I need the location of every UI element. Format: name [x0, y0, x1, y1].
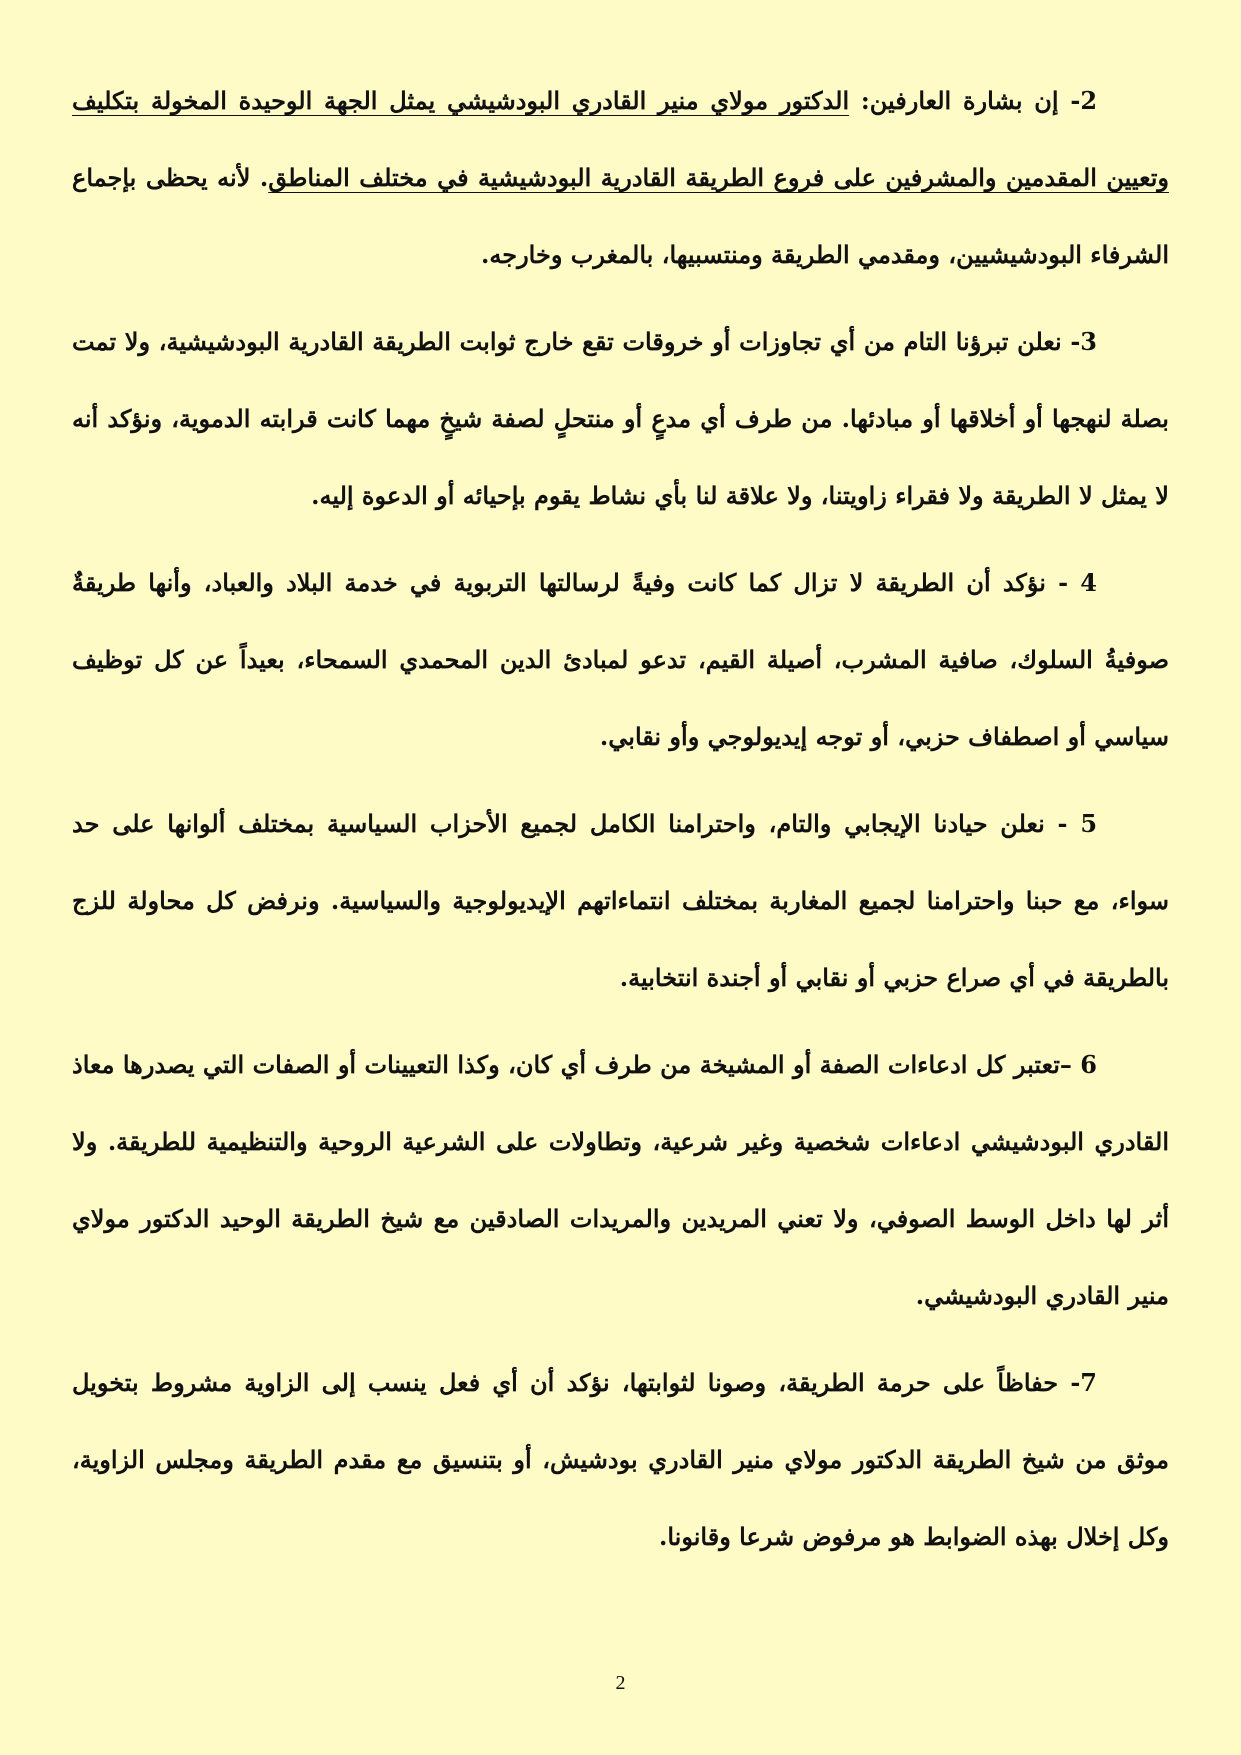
paragraph-2 — [72, 62, 1169, 293]
paragraph-5: 5 - نعلن حيادنا الإيجابي والتام، واحترامنا الكامل لجميع الأحزاب السياسية بمختلف ألوانها على حد سواء، مع حبنا واحترامنا لجميع المغاربة بمختلف انتماءاتهم الإيديولوجية والسياسية. ونرفض كل محاولة للزج بالطريقة في أي صراع حزبي أو نقابي أو أجندة انتخابية. — [72, 809, 1170, 992]
page-number: 2 — [615, 1672, 626, 1694]
paragraph-2-rest: . لأنه يحظى بإجماع الشرفاء البودشيشيين، ومقدمي الطريقة ومنتسبيها، بالمغرب وخارجه. — [72, 163, 1169, 269]
paragraph-7: 7- حفاظاً على حرمة الطريقة، وصونا لثوابتها، نؤكد أن أي فعل ينسب إلى الزاوية مشروط بتخويل موثق من شيخ الطريقة الدكتور مولاي منير القادري بودشيش، أو بتنسيق مع مقدم الطريقة ومجلس الزاوية، وكل إخلال بهذه الضوابط هو مرفوض شرعا وقانونا. — [72, 1368, 1169, 1551]
paragraph-2-lead: 2- إن بشارة العارفين: — [849, 86, 1098, 115]
paragraph-4: 4 - نؤكد أن الطريقة لا تزال كما كانت وفيةً لرسالتها التربوية في خدمة البلاد والعباد، وأنها طريقةٌ صوفيةُ السلوك، صافية المشرب، أصيلة القيم، تدعو لمبادئ الدين المحمدي السمحاء، بعيداً عن كل توظيف سياسي أو اصطفاف حزبي، أو توجه إيديولوجي وأو نقابي. — [72, 568, 1169, 751]
paragraph-2-underlined-text: الدكتور مولاي منير القادري البودشيشي يمثل الجهة الوحيدة المخولة بتكليف وتعيين المقدمين والمشرفين على فروع الطريقة القادرية البودشيشية في مختلف المناطق — [72, 86, 1169, 192]
paragraph-6: 6 –تعتبر كل ادعاءات الصفة أو المشيخة من طرف أي كان، وكذا التعيينات أو الصفات التي يصدرها معاذ القادري البودشيشي ادعاءات شخصية وغير شرعية، وتطاولات على الشرعية الروحية والتنظيمية للطريقة. ولا أثر لها داخل الوسط الصوفي، ولا تعني المريدين والمريدات الصادقين مع شيخ الطريقة الوحيد الدكتور مولاي منير القادري البودشيشي. — [72, 1050, 1169, 1310]
paragraph-3: 3- نعلن تبرؤنا التام من أي تجاوزات أو خروقات تقع خارج ثوابت الطريقة القادرية البودشيشية، ولا تمت بصلة لنهجها أو أخلاقها أو مبادئها. من طرف أي مدعٍ أو منتحلٍ لصفة شيخٍ مهما كانت قرابته الدموية، ونؤكد أنه لا يمثل لا الطريقة ولا فقراء زاويتنا، ولا علاقة لنا بأي نشاط يقوم بإحيائه أو الدعوة إليه. — [72, 327, 1169, 510]
